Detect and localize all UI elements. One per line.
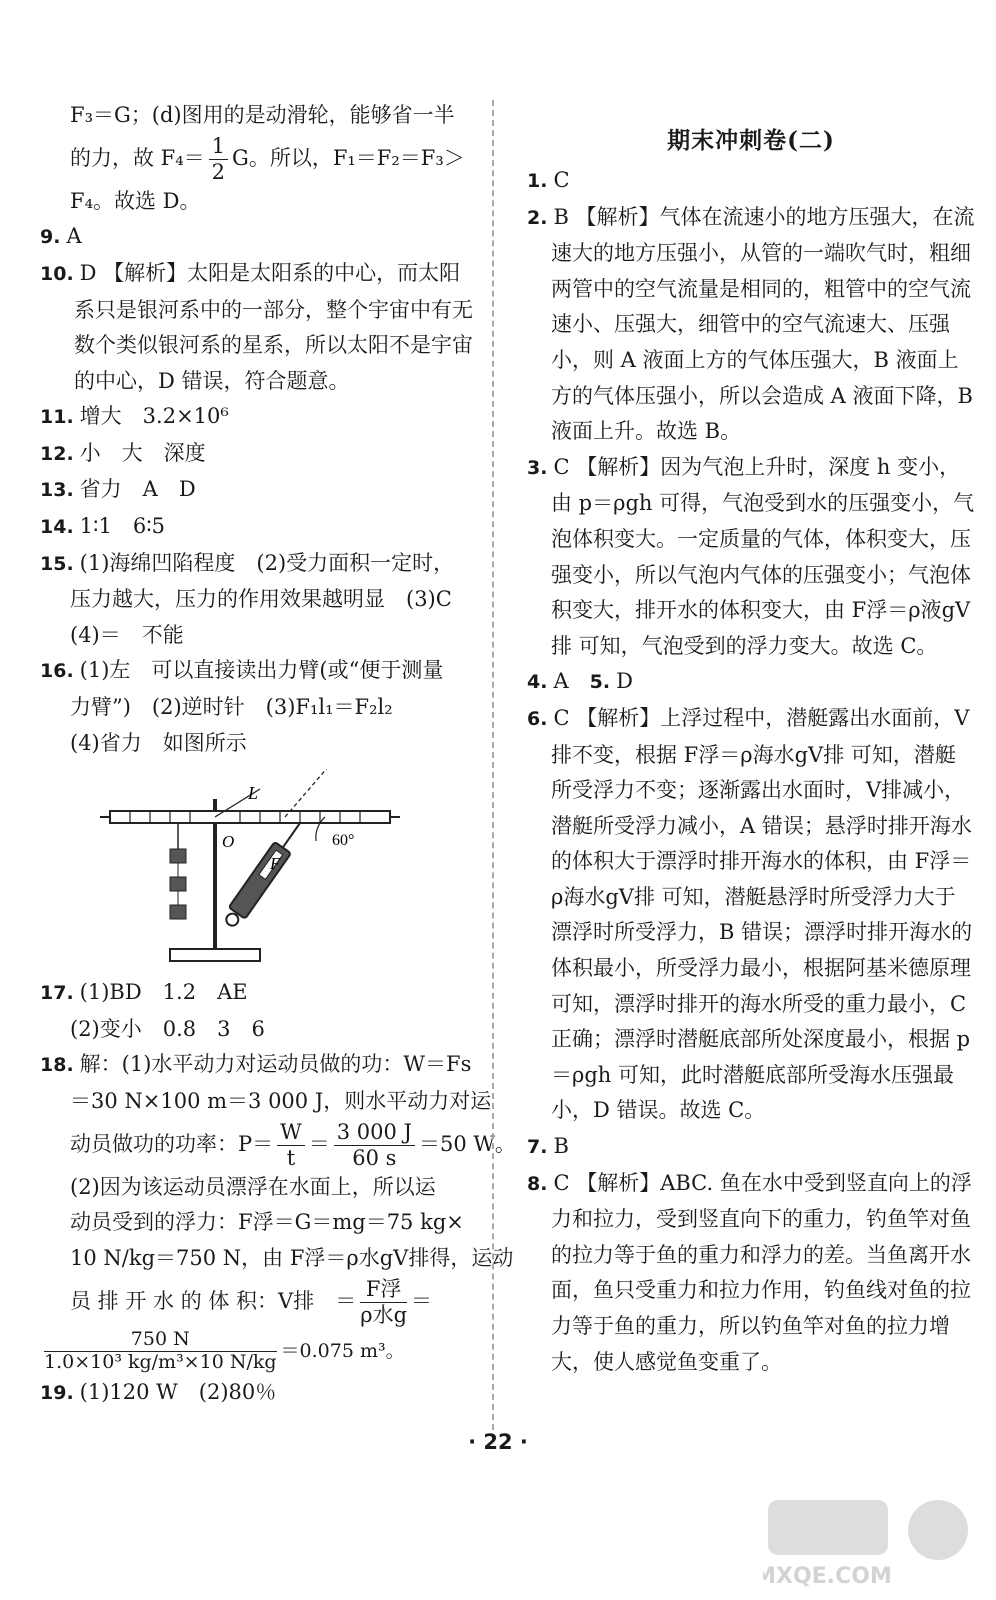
answer-text: B: [553, 1134, 569, 1159]
force-line: [285, 769, 335, 817]
question-number: 19.: [40, 1381, 74, 1404]
question-number: 15.: [40, 552, 74, 575]
question-number: 1.: [527, 170, 548, 192]
fraction: [277, 1120, 305, 1169]
frac-num: 1: [209, 134, 228, 159]
answer-18-line-5: 动员受到的浮力：F浮＝G＝mg＝75 kg×: [70, 1210, 464, 1235]
question-number: 4.: [527, 671, 548, 694]
answer-18-line-4: (2)因为该运动员漂浮在水面上，所以运: [70, 1174, 436, 1199]
answer-8: [527, 1166, 975, 1381]
answer-text: C: [553, 168, 570, 192]
answer-19: [40, 1375, 480, 1412]
label-o: O: [222, 832, 235, 852]
answer-18-line-3: [40, 1120, 516, 1170]
question-number: 13.: [40, 479, 74, 502]
label-angle: 60°: [332, 832, 355, 850]
answer-12: [40, 436, 480, 473]
text: ＝0.075 m³。: [280, 1339, 405, 1362]
question-number: 8.: [527, 1172, 548, 1195]
frac-den: t: [286, 1145, 296, 1170]
lever-diagram: [100, 769, 420, 969]
hanging-weights: [170, 849, 186, 919]
frac-num: 3 000 J: [334, 1120, 415, 1145]
fraction: [44, 1329, 277, 1374]
answer-text: D: [616, 669, 633, 694]
question-number: 3.: [527, 456, 548, 479]
answer-1: [527, 163, 975, 200]
frac-den: 2: [211, 159, 226, 184]
right-column: [527, 98, 975, 1380]
question-number: 10.: [40, 262, 74, 285]
question-number: 6.: [527, 707, 548, 730]
answer-text: C 【解析】因为气泡上升时，深度 h 变小，由 p＝ρgh 可得，气泡受到水的压强变小，气泡体积变大。一定质量的气体，体积变大，压强变小，所以气泡内气体的压强变小；气泡体积变大，排开水的体积变大，由 F浮＝ρ液gV排 可知，气泡受到的浮力变大。故选 C。: [551, 454, 975, 658]
frac-num: F浮: [360, 1277, 407, 1302]
frac-num: 750 N: [44, 1329, 277, 1352]
answer-18-line-1: [40, 1047, 480, 1084]
section-title: 期末冲刺卷(二): [667, 127, 835, 154]
answer-text: C 【解析】ABC. 鱼在水中受到竖直向上的浮力和拉力，受到竖直向下的重力，钓鱼竿对鱼的拉力等于鱼的重力和浮力的差。当鱼离开水面，鱼只受重力和拉力作用，钓鱼线对鱼的拉力等于鱼的重力，所以钓鱼竿对鱼的拉力增大，使人感觉鱼变重了。: [551, 1170, 972, 1374]
answer-16-line-3: (4)省力 如图所示: [70, 730, 247, 755]
answer-4-5: [527, 664, 975, 701]
question-number: 17.: [40, 982, 74, 1005]
answer-16-line-1: [40, 653, 480, 690]
answer-15-line-1: [40, 546, 480, 583]
watermark-logo: [763, 1495, 978, 1590]
frac-num: W: [277, 1120, 305, 1145]
frac-den: 1.0×10³ kg/m³×10 N/kg: [44, 1351, 277, 1374]
label-f: F: [270, 854, 281, 874]
column-divider: [492, 100, 494, 1430]
watermark-text: MXQE.COM: [763, 1564, 892, 1589]
answer-text: 解：(1)水平动力对运动员做的功：W＝Fs: [79, 1052, 472, 1077]
answer-15-line-2: 压力越大，压力的作用效果越明显 (3)C: [70, 587, 452, 612]
frac-den: ρ水g: [360, 1302, 408, 1327]
continued-line-2: [40, 134, 480, 184]
text: G。所以，F₁＝F₂＝F₃＞: [232, 145, 465, 170]
answer-17-line-2: (2)变小 0.8 3 6: [70, 1016, 265, 1041]
page-number: · 22 ·: [468, 1430, 528, 1454]
lever-bar: [110, 811, 390, 823]
fraction: [334, 1120, 415, 1169]
question-number: 11.: [40, 406, 74, 429]
answer-text: C 【解析】上浮过程中，潜艇露出水面前，V排不变，根据 F浮＝ρ海水gV排 可知，潜艇所受浮力不变；逐渐露出水面时，V排减小，潜艇所受浮力减小，A 错误；悬浮时排开海水的体积大于漂浮时排开海水的体积，由 F浮＝ρ海水gV排 可知，潜艇悬浮时所受浮力大于漂浮时所受浮力，B 错误；漂浮时排开海水的体积最小，所受浮力最小，根据阿基米德原理可知，漂浮时排开的海水所受的重力最小，C 正确；漂浮时潜艇底部所处深度最小，根据 p＝ρgh 可知，此时潜艇底部所受海水压强最小，D 错误。故选 C。: [551, 705, 973, 1123]
answer-17-line-1: [40, 975, 480, 1012]
text: ＝: [308, 1131, 330, 1156]
answer-9: [40, 219, 480, 256]
continued-line-1: F₃＝G；(d)图用的是动滑轮，能够省一半: [70, 103, 455, 127]
question-number: 18.: [40, 1054, 74, 1077]
text: 动员做功的功率：P＝: [70, 1131, 274, 1156]
answer-text: 省力 A D: [79, 477, 196, 502]
fraction: [209, 134, 228, 183]
label-l: L: [248, 783, 259, 804]
lever-figure: [100, 769, 420, 969]
answer-text: 1∶1 6∶5: [79, 514, 166, 539]
answer-7: [527, 1129, 975, 1166]
answer-6: [527, 701, 975, 1129]
question-number: 2.: [527, 206, 548, 229]
answer-text: 小 大 深度: [79, 440, 206, 465]
stand-base: [170, 949, 260, 961]
left-column: [40, 98, 516, 1411]
text: 的力，故 F₄＝: [70, 145, 205, 170]
answer-text: A: [553, 669, 569, 694]
text: ＝: [411, 1288, 433, 1313]
answer-text: (1)左 可以直接读出力臂(或“便于测量: [79, 658, 444, 683]
answer-text: D 【解析】太阳是太阳系的中心，而太阳系只是银河系中的一部分，整个宇宙中有无数个类似银河系的星系，所以太阳不是宇宙的中心，D 错误，符合题意。: [74, 260, 473, 393]
answer-18-line-7: [40, 1277, 480, 1327]
question-number: 16.: [40, 660, 74, 683]
question-number: 7.: [527, 1136, 548, 1159]
answer-3: [527, 450, 975, 665]
answer-2: [527, 200, 975, 450]
text: ＝50 W。: [418, 1131, 516, 1156]
answer-text: (1)海绵凹陷程度 (2)受力面积一定时，: [79, 550, 455, 575]
answer-11: [40, 399, 480, 436]
answer-text: 增大 3.2×10⁶: [79, 404, 229, 429]
answer-text: (1)BD 1.2 AE: [79, 980, 248, 1005]
question-number: 9.: [40, 226, 61, 249]
answer-text: A: [66, 224, 82, 249]
answer-13: [40, 472, 480, 509]
continued-line-3: F₄。故选 D。: [70, 188, 201, 213]
answer-15-line-3: (4)＝ 不能: [70, 622, 184, 647]
question-number: 14.: [40, 516, 74, 539]
question-number: 5.: [589, 671, 611, 694]
answer-text: (1)120 W (2)80％: [79, 1379, 277, 1404]
frac-den: 60 s: [352, 1145, 397, 1170]
question-number: 12.: [40, 442, 74, 465]
answer-16-line-2: 力臂”) (2)逆时针 (3)F₁l₁＝F₂l₂: [70, 695, 393, 720]
answer-10: [40, 256, 480, 399]
fraction: [360, 1277, 407, 1326]
text: 员 排 开 水 的 体 积：V排 ＝: [70, 1288, 357, 1313]
answer-18-line-6: 10 N/kg＝750 N，由 F浮＝ρ水gV排得，运动: [70, 1245, 514, 1270]
answer-18-line-8: [40, 1327, 480, 1375]
answer-14: [40, 509, 480, 546]
answer-18-line-2: ＝30 N×100 m＝3 000 J，则水平动力对运: [70, 1089, 492, 1114]
answer-text: B 【解析】气体在流速小的地方压强大，在流速大的地方压强小，从管的一端吹气时，粗细两管中的空气流量是相同的，粗管中的空气流速小、压强大，细管中的空气流速大、压强小，则 A 液面上方的气体压强大，B 液面上方的气体压强小，所以会造成 A 液面下降，B 液面上升。故选 B。: [551, 204, 975, 444]
watermark-icon: [763, 1495, 978, 1590]
